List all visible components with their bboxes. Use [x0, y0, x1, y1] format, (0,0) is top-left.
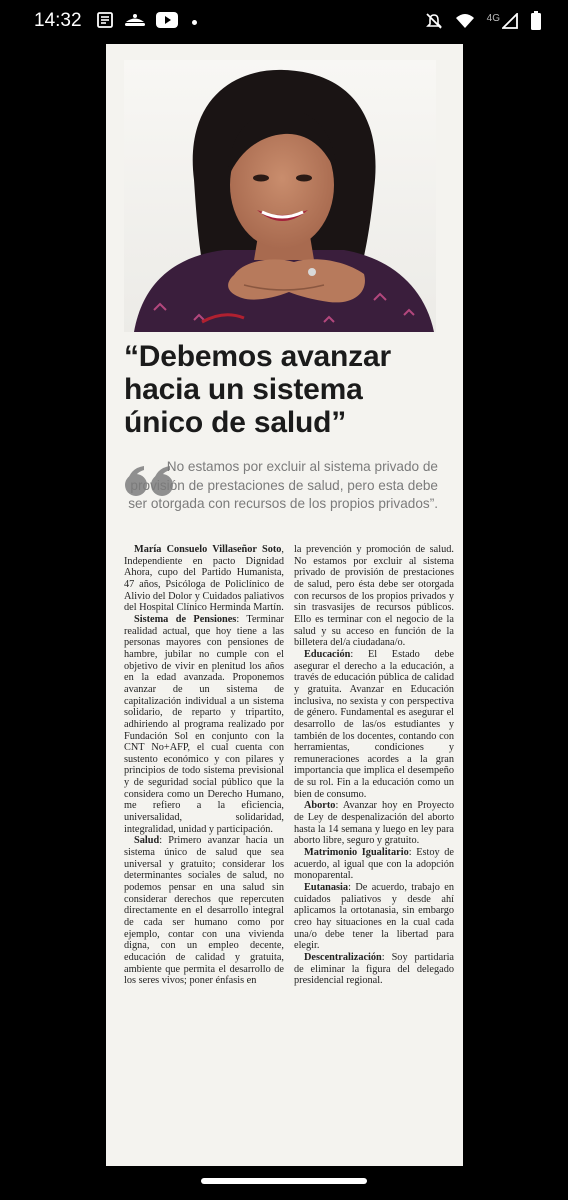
article-column-2 [294, 544, 454, 987]
paragraph-lead: Salud [134, 835, 160, 847]
article-column-1 [124, 544, 284, 987]
paragraph-text: : De acuerdo, trabajo en cuidados paliativos y desde ahí aplicamos la ortotanasia, sin embargo creo hay situaciones en la cual cada una/o debe tener la libertad para elegir. [294, 882, 454, 952]
paragraph-lead: Matrimonio Igualitario [304, 847, 409, 859]
paragraph-text: : Avanzar hoy en Proyecto de Ley de despenalización del aborto hasta la 14 semana y luego en ley para aborto libre, seguro y gratuito. [294, 800, 454, 847]
sailboat-icon [124, 11, 146, 34]
paragraph [124, 835, 284, 987]
article-headline: “Debemos avanzar hacia un sistema único de salud” [124, 340, 391, 439]
paragraph-text: , Independiente en pacto Dignidad Ahora, cupo del Partido Humanista, 47 años, Psicóloga de Policlínico de Alivio del Dolor y Cuidados paliativos del Hospital Clínico Herminda Martín. [124, 544, 284, 614]
youtube-icon [156, 12, 178, 33]
pull-quote: No estamos por excluir al sistema privado de provisión de prestaciones de salud, pero esta debe ser otorgada con recursos de los propios privados”. [128, 459, 438, 511]
paragraph [294, 544, 454, 649]
status-time: 14:32 [34, 10, 82, 31]
paragraph-text: : El Estado debe asegurar el derecho a la educación, a través de educación pública de calidad y gratuita. Avanzar en Educación inclusiva, no sexista y con perspectiva de género. Fundamental es asegurar el desarrollo de las/os estudiantes y también de los docentes, contando con herramientas, condiciones y remuneraciones acordes a la gran importancia que implica el desempeño de su rol. Fin a la educación como un bien de consumo. [294, 648, 454, 800]
paragraph-text: : Primero avanzar hacia un sistema único de salud que sea universal y gratuito; considerar los determinantes sociales de salud, no podemos pensar en una salud sin considerar derechos que repercuten directamente en el desarrollo integral de cada ser humano como por ejemplo, contar con una vivienda digna, con un empleo decente, educación de calidad y gratuita, ambiente que permita el desarrollo de los seres vivos; poner énfasis en [124, 835, 284, 987]
paragraph-text: la prevención y promoción de salud. No estamos por excluir al sistema privado de provisión de prestaciones de salud, pero ésta debe ser otorgada con recursos de los propios privados y sin trasvasijes de recursos públicos. Ello es terminar con el negocio de la salud y su acceso en función de la billetera del/a ciudadana/o. [294, 544, 454, 649]
paragraph-lead: Educación [304, 648, 351, 660]
article-body [124, 544, 455, 987]
paragraph-lead: Eutanasia [304, 882, 349, 894]
status-icons-left [96, 11, 197, 34]
paragraph [294, 882, 454, 952]
status-icons-right [425, 11, 542, 36]
paragraph-lead: Aborto [304, 800, 336, 812]
network-type: 4G [486, 13, 500, 24]
paragraph [124, 614, 284, 835]
paragraph-lead: Sistema de Pensiones [134, 613, 237, 625]
do-not-disturb-icon [425, 12, 443, 35]
paragraph-text: : Soy partidaria de eliminar la figura del delegado presidencial regional. [294, 951, 454, 987]
portrait-photo [124, 60, 436, 332]
battery-icon [530, 11, 542, 36]
paragraph-text: : Terminar realidad actual, que hoy tiene a las personas mayores con pensiones de hambre, jubilar no cumple con el objetivo de vivir en plenitud los años en la edad avanzada. Proponemos avanzar de un sistema de capitalización individual a un sistema solidario, de reparto y tripartito, adhiriendo al programa realizado por Fundación Sol en conjunto con la CNT No+AFP, el cual cuenta con sustento económico y con pilares y principios de todo sistema previsional y de seguridad social público que la considera como un Derecho Humano, me refiero a la eficiencia, universalidad, solidaridad, integralidad, unidad y participación. [124, 613, 284, 835]
paragraph [294, 649, 454, 801]
paragraph-lead: María Consuelo Villaseñor Soto [134, 544, 282, 555]
newspaper-clipping [106, 44, 463, 1166]
home-gesture-bar[interactable] [201, 1178, 367, 1184]
notes-icon [96, 11, 114, 34]
wifi-icon [455, 13, 475, 34]
status-bar [0, 0, 568, 44]
paragraph [294, 847, 454, 882]
paragraph [124, 544, 284, 614]
paragraph [294, 952, 454, 987]
paragraph-lead: Descentralización [304, 951, 382, 963]
notification-dot-icon [192, 20, 197, 25]
signal-icon [502, 13, 518, 34]
paragraph-text: : Estoy de acuerdo, al igual que con la adopción monoparental. [294, 847, 454, 882]
paragraph [294, 800, 454, 847]
